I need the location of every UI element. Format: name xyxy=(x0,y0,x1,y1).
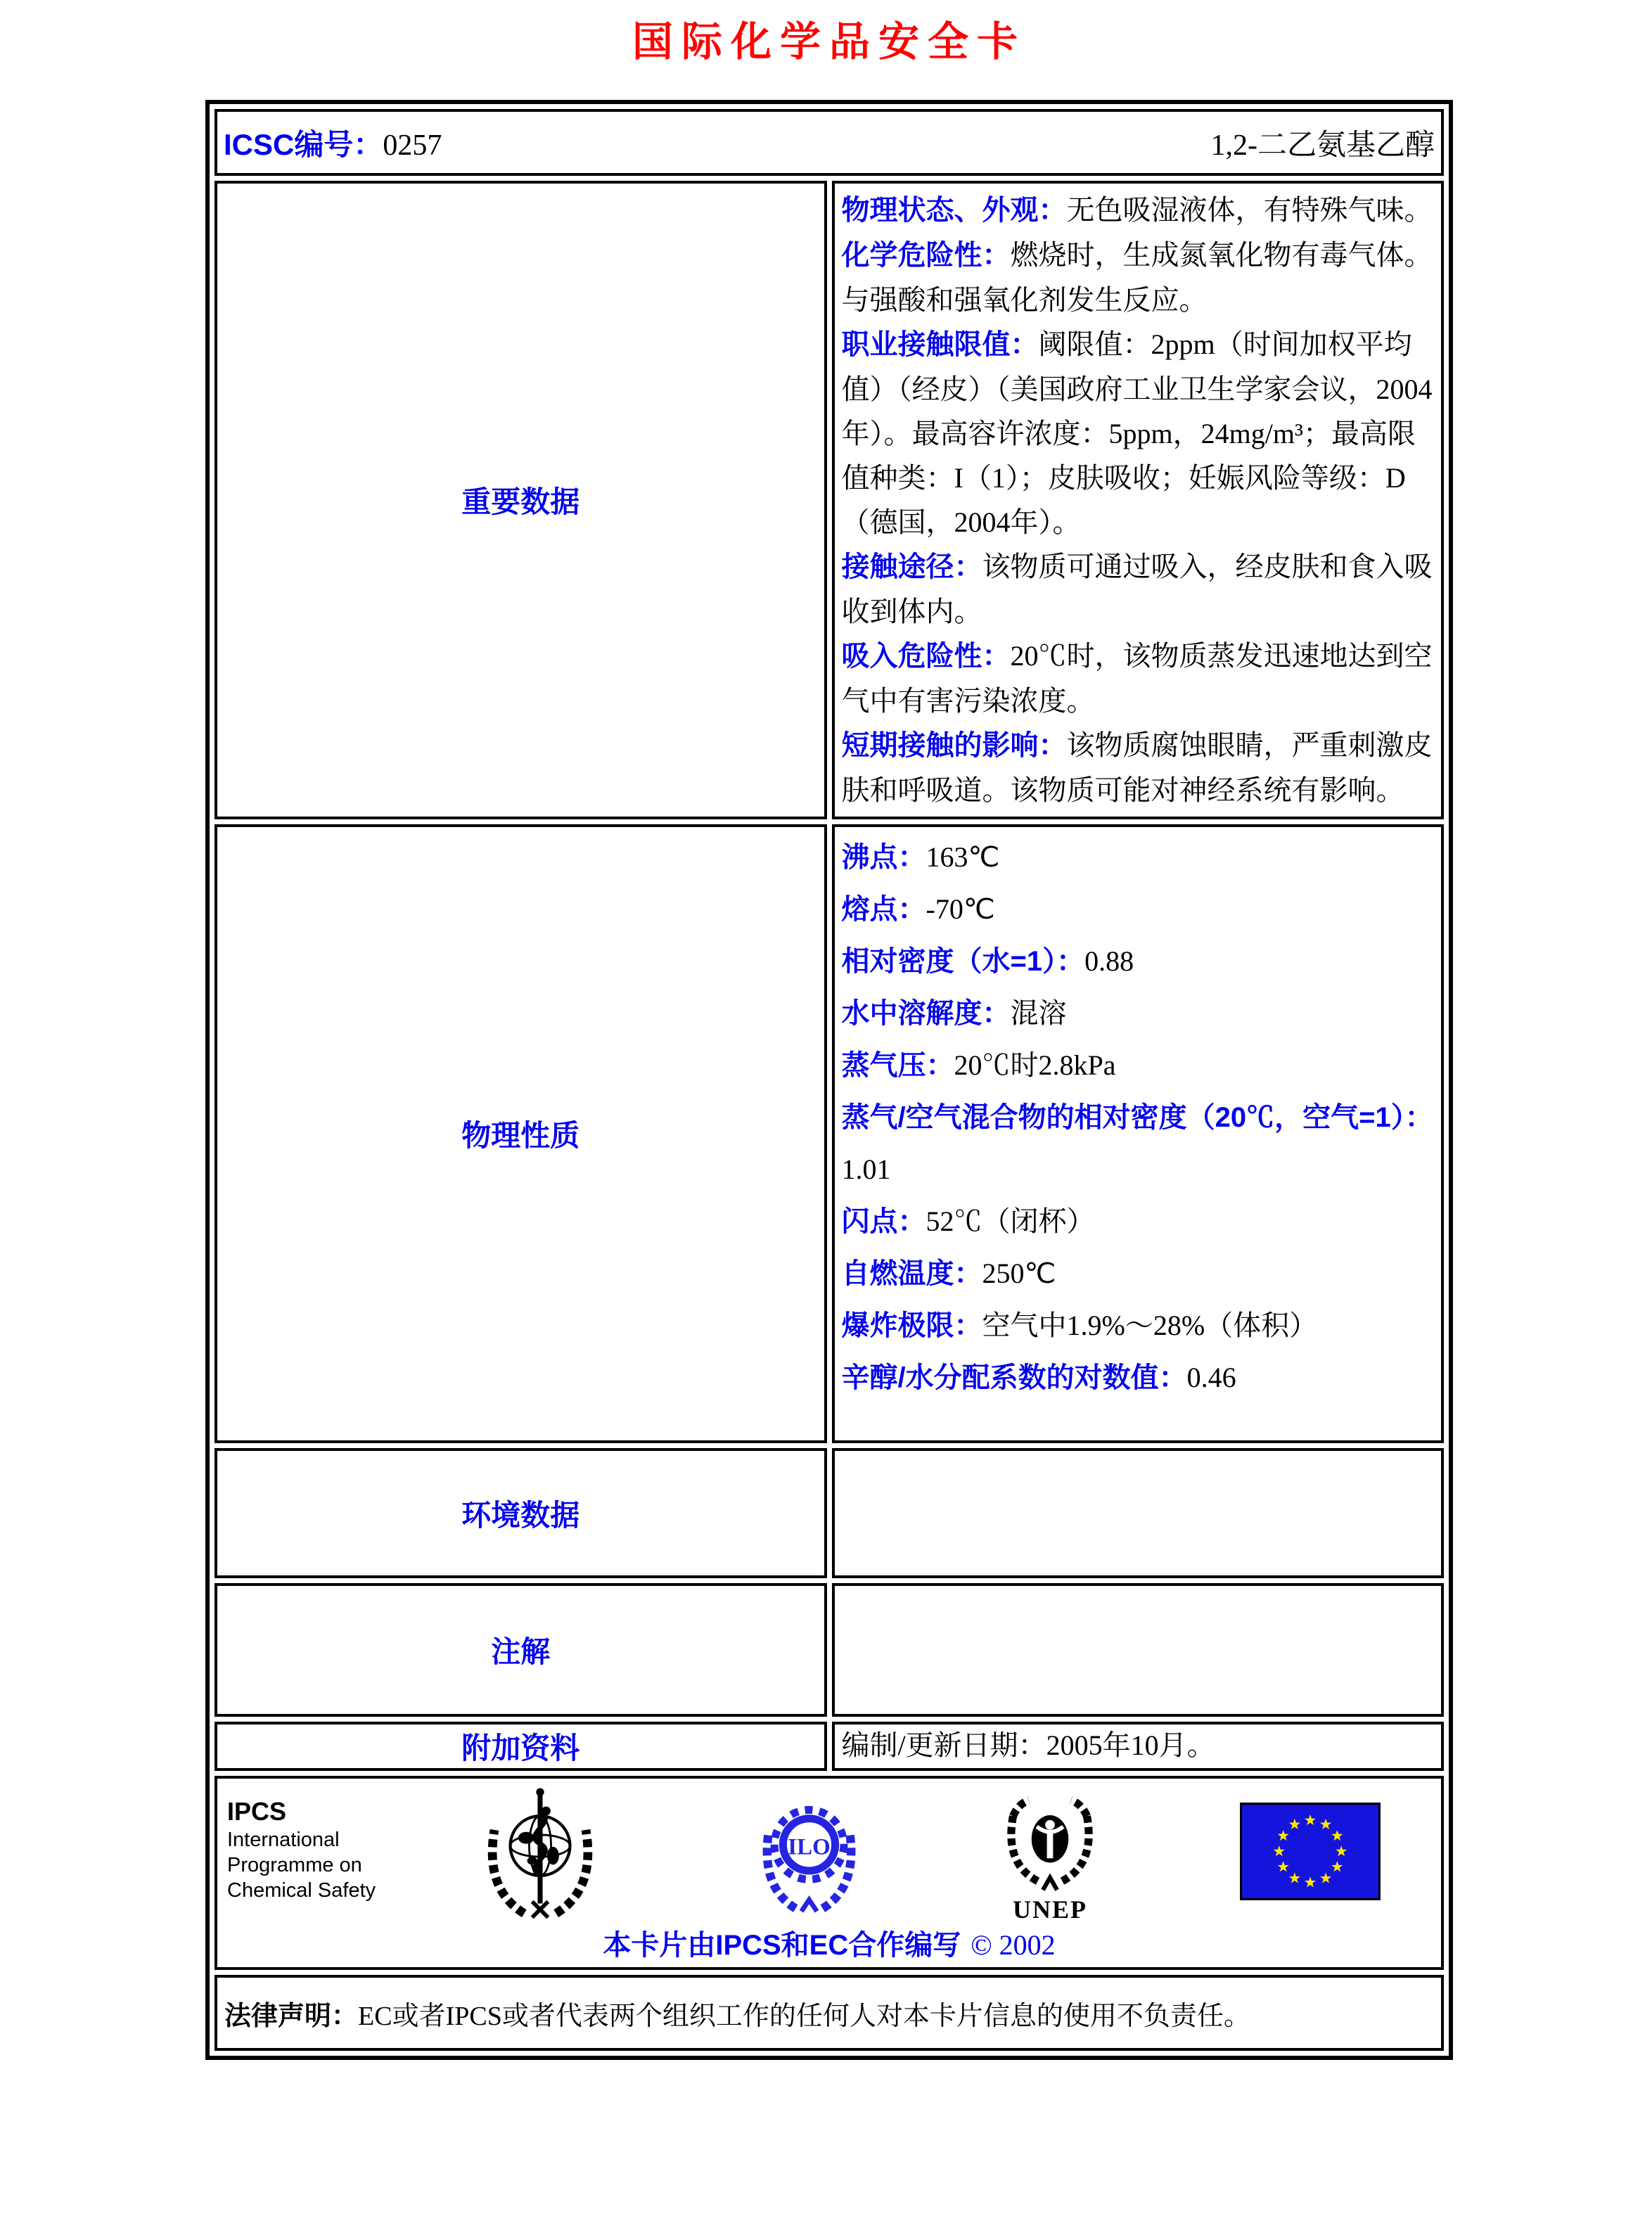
property-line xyxy=(842,1092,1435,1196)
field-value: 该物质可通过吸入，经皮肤和食入吸收到体内。 xyxy=(841,551,1433,627)
property-line xyxy=(842,188,1435,233)
field-value: 52℃（闭杯） xyxy=(926,1205,1095,1237)
unep-label: UNEP xyxy=(1013,1895,1087,1924)
field-value: 无色吸湿液体，有特殊气味。 xyxy=(1066,194,1433,226)
copyright: © 2002 xyxy=(971,1929,1056,1961)
legal-label: 法律声明： xyxy=(224,2001,359,2031)
icsc-number-value: 0257 xyxy=(383,129,442,162)
property-line xyxy=(842,1352,1435,1404)
property-line xyxy=(842,634,1435,723)
field-label: 职业接触限值： xyxy=(841,329,1039,360)
field-label: 化学危险性： xyxy=(841,240,1011,271)
field-value: 空气中1.9%～28%（体积） xyxy=(982,1310,1318,1341)
ipcs-title: IPCS xyxy=(227,1796,287,1826)
field-label: 自燃温度： xyxy=(841,1258,982,1289)
logos-cell xyxy=(214,1776,1444,1970)
field-value: 1.01 xyxy=(841,1153,891,1185)
field-label: 相对密度（水=1）： xyxy=(841,946,1085,977)
chemical-name: 1,2-二乙氨基乙醇 xyxy=(1210,129,1435,162)
property-line xyxy=(842,1248,1435,1300)
section-label-physical: 物理性质 xyxy=(214,824,827,1443)
additional-info-row xyxy=(214,1722,1444,1771)
credit-text: 本卡片由IPCS和EC合作编写 xyxy=(603,1930,961,1961)
eu-flag-icon xyxy=(1240,1803,1381,1900)
icsc-number xyxy=(224,122,442,164)
field-value: 250℃ xyxy=(982,1257,1056,1289)
field-value: 163℃ xyxy=(926,841,1000,873)
field-label: 吸入危险性： xyxy=(841,641,1011,672)
property-line xyxy=(842,544,1435,634)
property-line xyxy=(842,1039,1435,1092)
ipcs-line: Programme on xyxy=(227,1853,362,1876)
property-line xyxy=(842,322,1435,544)
field-value: 20℃时2.8kPa xyxy=(954,1049,1116,1081)
physical-properties-row xyxy=(214,824,1444,1443)
field-label: 辛醇/水分配系数的对数值： xyxy=(841,1362,1187,1393)
property-line xyxy=(842,723,1435,812)
field-value: 20℃时，该物质蒸发迅速地达到空气中有害污染浓度。 xyxy=(841,640,1433,717)
icsc-number-label: ICSC编号： xyxy=(224,127,383,161)
section-label-additional: 附加资料 xyxy=(214,1722,827,1771)
field-label: 水中溶解度： xyxy=(841,998,1011,1029)
header-row xyxy=(214,109,1444,176)
svg-text:ILO: ILO xyxy=(788,1834,831,1860)
field-label: 物理状态、外观： xyxy=(841,195,1067,226)
property-line xyxy=(842,883,1435,935)
legal-cell xyxy=(214,1975,1444,2051)
section-label-notes: 注解 xyxy=(214,1583,827,1717)
page-title: 国际化学品安全卡 xyxy=(632,19,1026,65)
field-label: 闪点： xyxy=(841,1206,926,1237)
field-label: 蒸气/空气混合物的相对密度（20℃，空气=1）： xyxy=(841,1102,1433,1133)
field-value: 燃烧时，生成氮氧化物有毒气体。与强酸和强氧化剂发生反应。 xyxy=(841,239,1433,316)
who-emblem-icon xyxy=(480,1782,600,1921)
property-line xyxy=(842,987,1435,1039)
property-line xyxy=(842,831,1435,883)
ipcs-line: Chemical Safety xyxy=(227,1879,376,1902)
safety-card-table xyxy=(205,100,1453,2060)
legal-row xyxy=(214,1975,1444,2051)
physical-properties-content xyxy=(832,824,1445,1443)
field-value: -70℃ xyxy=(926,893,995,925)
field-label: 爆炸极限： xyxy=(841,1310,982,1341)
unep-emblem-icon xyxy=(994,1781,1106,1922)
property-line xyxy=(842,233,1435,322)
section-label-important: 重要数据 xyxy=(214,181,827,819)
section-label-environment: 环境数据 xyxy=(214,1448,827,1578)
field-label: 短期接触的影响： xyxy=(841,730,1067,761)
field-label: 蒸气压： xyxy=(841,1050,954,1081)
property-line xyxy=(842,1300,1435,1352)
property-line xyxy=(842,1196,1435,1248)
notes-row xyxy=(214,1583,1444,1717)
header-cell xyxy=(214,109,1444,176)
environment-data-content xyxy=(832,1448,1445,1578)
important-data-row xyxy=(214,181,1444,819)
credit-line xyxy=(227,1923,1431,1963)
logos-row xyxy=(214,1776,1444,1970)
ilo-emblem-icon xyxy=(751,1788,867,1914)
property-line xyxy=(842,935,1435,987)
update-date: 编制/更新日期：2005年10月。 xyxy=(841,1729,1215,1761)
field-value: 混溶 xyxy=(1010,997,1067,1029)
field-label: 熔点： xyxy=(841,894,926,925)
ipcs-line: International xyxy=(227,1828,340,1851)
ipcs-text-block xyxy=(227,1796,417,1903)
field-value: 0.88 xyxy=(1084,945,1134,977)
field-value: 该物质腐蚀眼睛，严重刺激皮肤和呼吸道。该物质可能对神经系统有影响。 xyxy=(841,729,1433,806)
important-data-content xyxy=(832,181,1445,819)
field-label: 接触途径： xyxy=(841,551,982,582)
legal-text: EC或者IPCS或者代表两个组织工作的任何人对本卡片信息的使用不负责任。 xyxy=(358,2001,1250,2031)
notes-content xyxy=(832,1583,1445,1717)
field-value: 阈限值：2ppm（时间加权平均值）（经皮）（美国政府工业卫生学家会议，2004年）。最高容许浓度：5ppm，24mg/m³；最高限值种类：I（1）；皮肤吸收；妊娠风险等级：D（德国，2004年）。 xyxy=(841,328,1433,538)
field-value: 0.46 xyxy=(1186,1362,1236,1393)
additional-info-content xyxy=(832,1722,1445,1771)
field-label: 沸点： xyxy=(841,842,926,873)
environment-data-row xyxy=(214,1448,1444,1578)
